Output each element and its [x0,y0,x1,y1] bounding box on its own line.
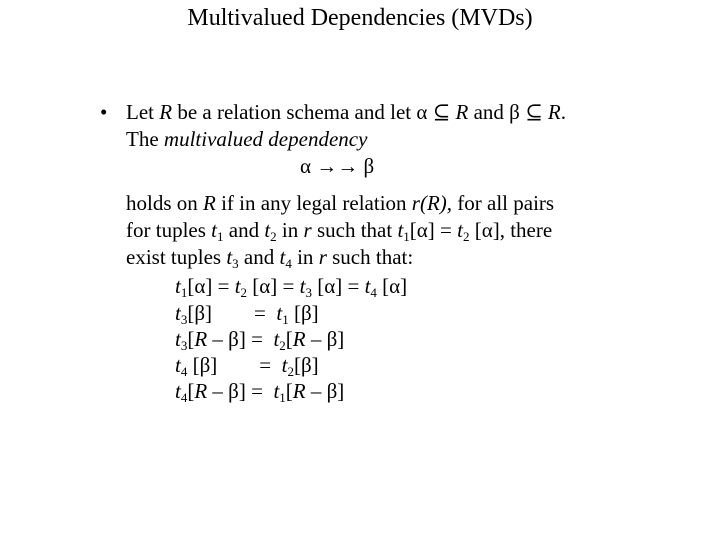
condition-3: $t_3[R - \beta] = t_2[R - \beta]$ [175,327,345,353]
definition-line-1: Let R be a relation schema and let α ⊆ R and β ⊆ R. [126,100,566,124]
condition-2: $t_3[\beta]$ = $t_1$ [β] [175,301,319,327]
definition-line-2: The multivalued dependency [126,127,368,151]
definition-line-4: holds on R if in any legal relation r(R), for all pairs [126,191,555,215]
mvd-notation: α →→ β [300,154,375,178]
condition-4: $t_4$ [β] = $t_2[\beta]$ [175,353,319,379]
condition-1: $t_1[\alpha] = t_2$ $[\alpha] = t_3$ $[\alpha] = t_4$ [α] [175,274,408,300]
slide-title: Multivalued Dependencies (MVDs) [187,5,533,31]
definition-line-5: for tuples $t_1$ and $t_2$ in r such that $t_1[\alpha] = t_2$ [α], there [126,218,553,244]
definition-line-6: exist tuples $t_3$ and $t_4$ in r such that: [126,245,414,271]
condition-5: $t_4[R - \beta] = t_1[R - \beta]$ [175,379,345,405]
bullet-marker: • [100,100,108,124]
